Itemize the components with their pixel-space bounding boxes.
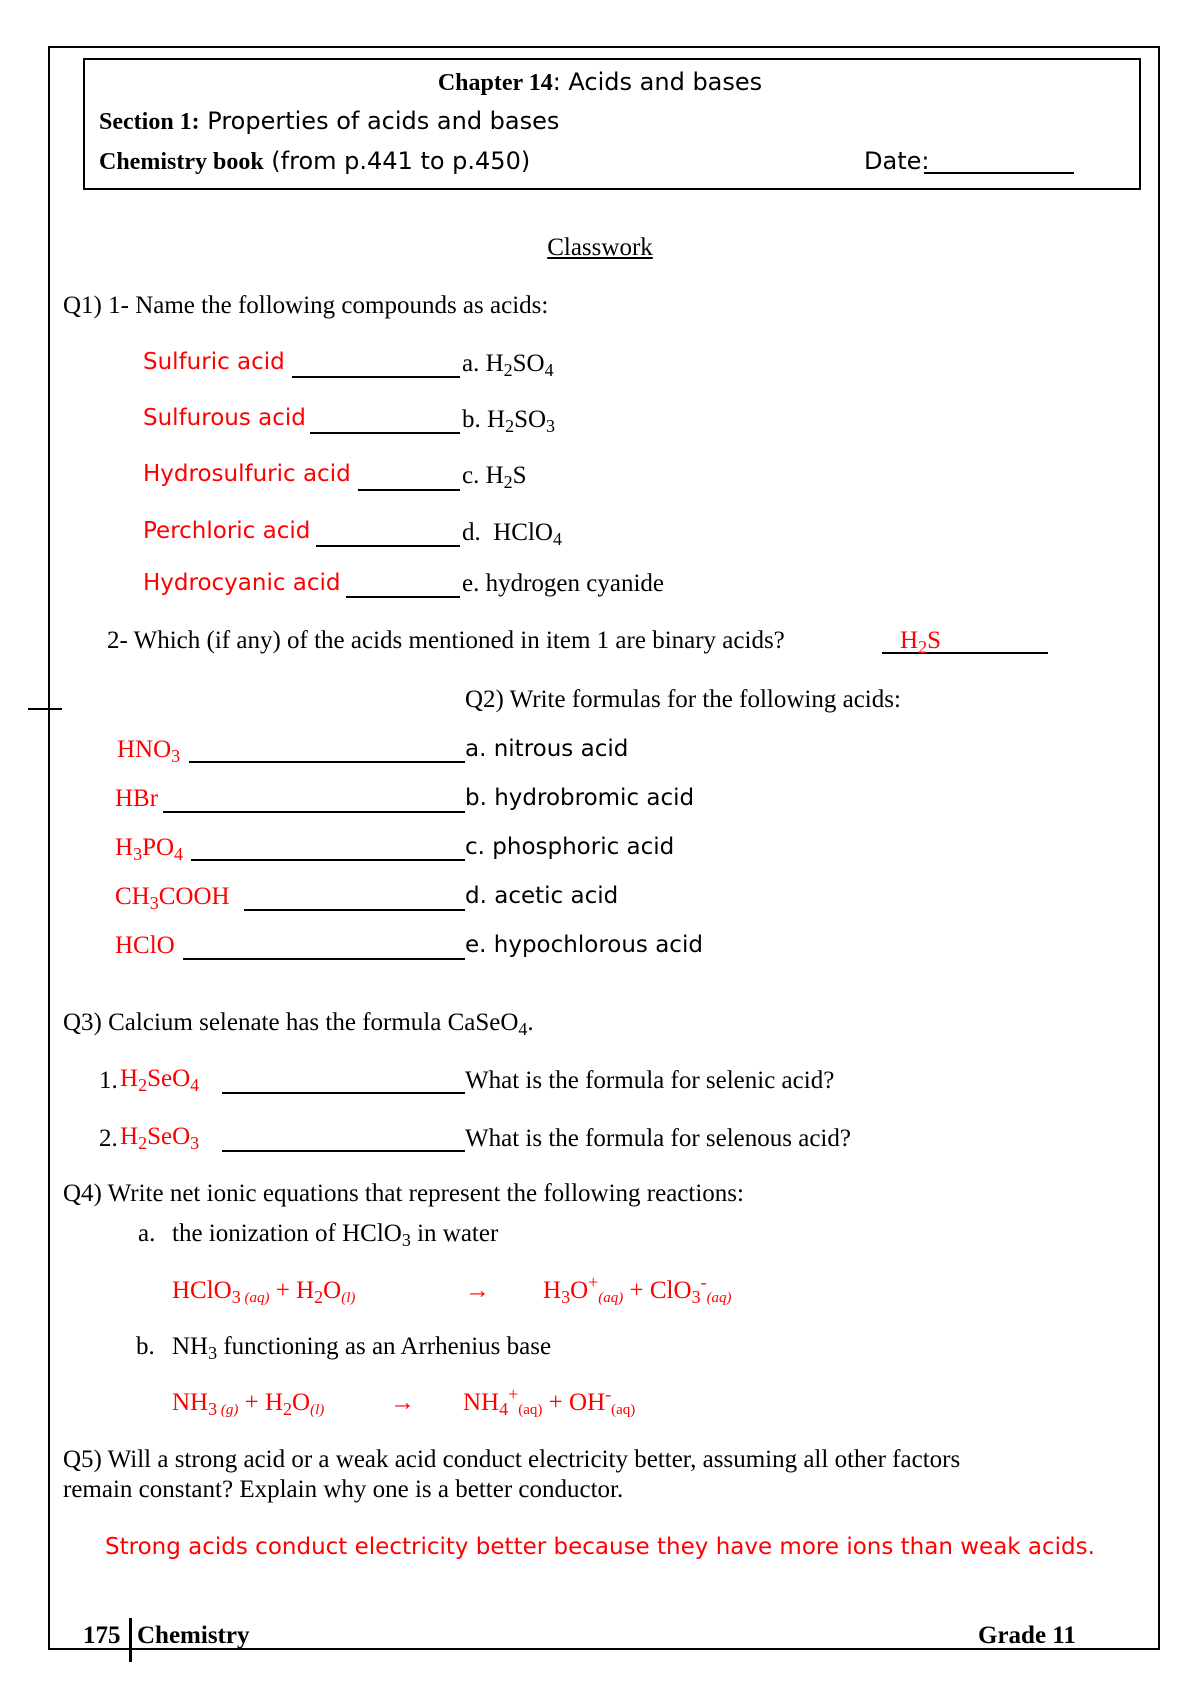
q1-blank-a[interactable] (292, 376, 460, 378)
q1-prompt: Q1) 1- Name the following compounds as acids: (63, 292, 549, 319)
q2-answer-d: $CH_3COOH$ (115, 883, 230, 914)
book-label: Chemistry book (99, 149, 264, 175)
q2-blank-b[interactable] (163, 811, 465, 813)
q2-answer-e: HClO (115, 932, 175, 959)
q1-blank-e[interactable] (346, 596, 460, 598)
q4-a-products: $H_3O^+_{(aq)} + ClO_3^-_{(aq)}$ (543, 1272, 732, 1308)
margin-mark (28, 708, 62, 710)
q1-item-b: b. $H_2SO_3$ (462, 406, 556, 437)
q1-answer-c: Hydrosulfuric acid (143, 461, 351, 487)
q2-item-e: e. hypochlorous acid (465, 932, 703, 958)
q2-prompt: Q2) Write formulas for the following acids: (465, 686, 901, 713)
q1-item-e-text: hydrogen cyanide (485, 570, 665, 597)
q2-blank-c[interactable] (191, 859, 465, 861)
q1-item-c: c. $H_2S$ (462, 462, 527, 493)
date-field (864, 147, 929, 175)
q3-item-1-question: What is the formula for selenic acid? (465, 1067, 835, 1094)
q1-answer-a: Sulfuric acid (143, 349, 285, 375)
classwork-title: Classwork (547, 234, 653, 261)
q2-answer-b: HBr (115, 785, 159, 812)
footer-divider (129, 1618, 132, 1662)
q1-answer-e: Hydrocyanic acid (143, 570, 341, 596)
q3-item-2-question: What is the formula for selenous acid? (465, 1125, 851, 1152)
section-title: Properties of acids and bases (199, 107, 560, 135)
q3-item-1-answer: $H_2SeO_4$ (120, 1065, 200, 1096)
chapter-label: Chapter 14 (437, 70, 553, 96)
q4-a-label: a. (138, 1220, 156, 1247)
q4-b-reactants: $NH_3$ $_{(g)} + H_2O_{(l)}$ (172, 1389, 325, 1420)
q1-answer-d: Perchloric acid (143, 518, 311, 544)
q4-b-label: b. (136, 1333, 155, 1360)
q2-item-c: c. phosphoric acid (465, 834, 675, 860)
q1-blank-d[interactable] (316, 545, 460, 547)
book-line (99, 147, 530, 176)
q2-item-d: d. acetic acid (465, 883, 619, 909)
q3-prompt: Q3) Calcium selenate has the formula CaSeO$_4$. (63, 1009, 534, 1040)
q2-blank-a[interactable] (189, 761, 465, 763)
date-label: Date: (864, 147, 930, 175)
q3-item-1-number: 1. (99, 1067, 118, 1094)
section-line (99, 107, 559, 136)
chapter-title: : Acids and bases (552, 68, 763, 96)
footer-grade: Grade 11 (978, 1622, 1076, 1649)
footer-page-number: 175 (83, 1622, 121, 1649)
q1-item-e: e. hydrogen cyanide (462, 570, 665, 597)
q2-item-a: a. nitrous acid (465, 736, 629, 762)
q3-item-1-blank[interactable] (222, 1092, 465, 1094)
q1-blank-b[interactable] (310, 432, 460, 434)
q1-part2-prompt: 2- Which (if any) of the acids mentioned in item 1 are binary acids? (107, 627, 785, 654)
q5-prompt-line1: Q5) Will a strong acid or a weak acid conduct electricity better, assuming all other factors (63, 1446, 961, 1473)
q1-blank-c[interactable] (358, 489, 460, 491)
q2-blank-e[interactable] (183, 958, 465, 960)
q2-answer-a: $HNO_3$ (117, 736, 181, 767)
q4-b-arrow: → (390, 1389, 415, 1416)
q4-prompt: Q4) Write net ionic equations that represent the following reactions: (63, 1180, 744, 1207)
q1-answer-b: Sulfurous acid (143, 405, 306, 431)
q2-item-b: b. hydrobromic acid (465, 785, 695, 811)
q4-a-text: the ionization of HClO$_3$ in water (172, 1220, 499, 1251)
q1-item-a: a. $H_2SO_4$ (462, 350, 554, 381)
date-blank[interactable] (924, 172, 1074, 174)
book-pages: (from p.441 to p.450) (263, 147, 531, 175)
q3-item-2-number: 2. (99, 1125, 118, 1152)
section-label: Section 1: (99, 109, 200, 135)
q4-b-text: $NH_3$ functioning as an Arrhenius base (172, 1333, 552, 1364)
q5-answer: Strong acids conduct electricity better because they have more ions than weak acids. (105, 1534, 1095, 1560)
q4-a-arrow: → (465, 1277, 490, 1304)
chapter-line (0, 68, 1200, 97)
footer-subject: Chemistry (137, 1622, 250, 1649)
q4-a-reactants: HClO$_3$ $_{(aq)} + H_2O_{(l)}$ (172, 1277, 356, 1308)
q3-item-2-blank[interactable] (222, 1150, 465, 1152)
q1-item-d: d. HClO$_4$ (462, 519, 562, 550)
q3-item-2-answer: $H_2SeO_3$ (120, 1123, 200, 1154)
q5-prompt-line2: remain constant? Explain why one is a better conductor. (63, 1476, 624, 1503)
q4-b-products: $NH_4^+_{(aq)} + OH^-_{(aq)}$ (463, 1384, 636, 1420)
q2-blank-d[interactable] (244, 909, 465, 911)
q1-part2-answer: $H_2S$ (900, 627, 941, 658)
q2-answer-c: $H_3PO_4$ (115, 834, 184, 865)
